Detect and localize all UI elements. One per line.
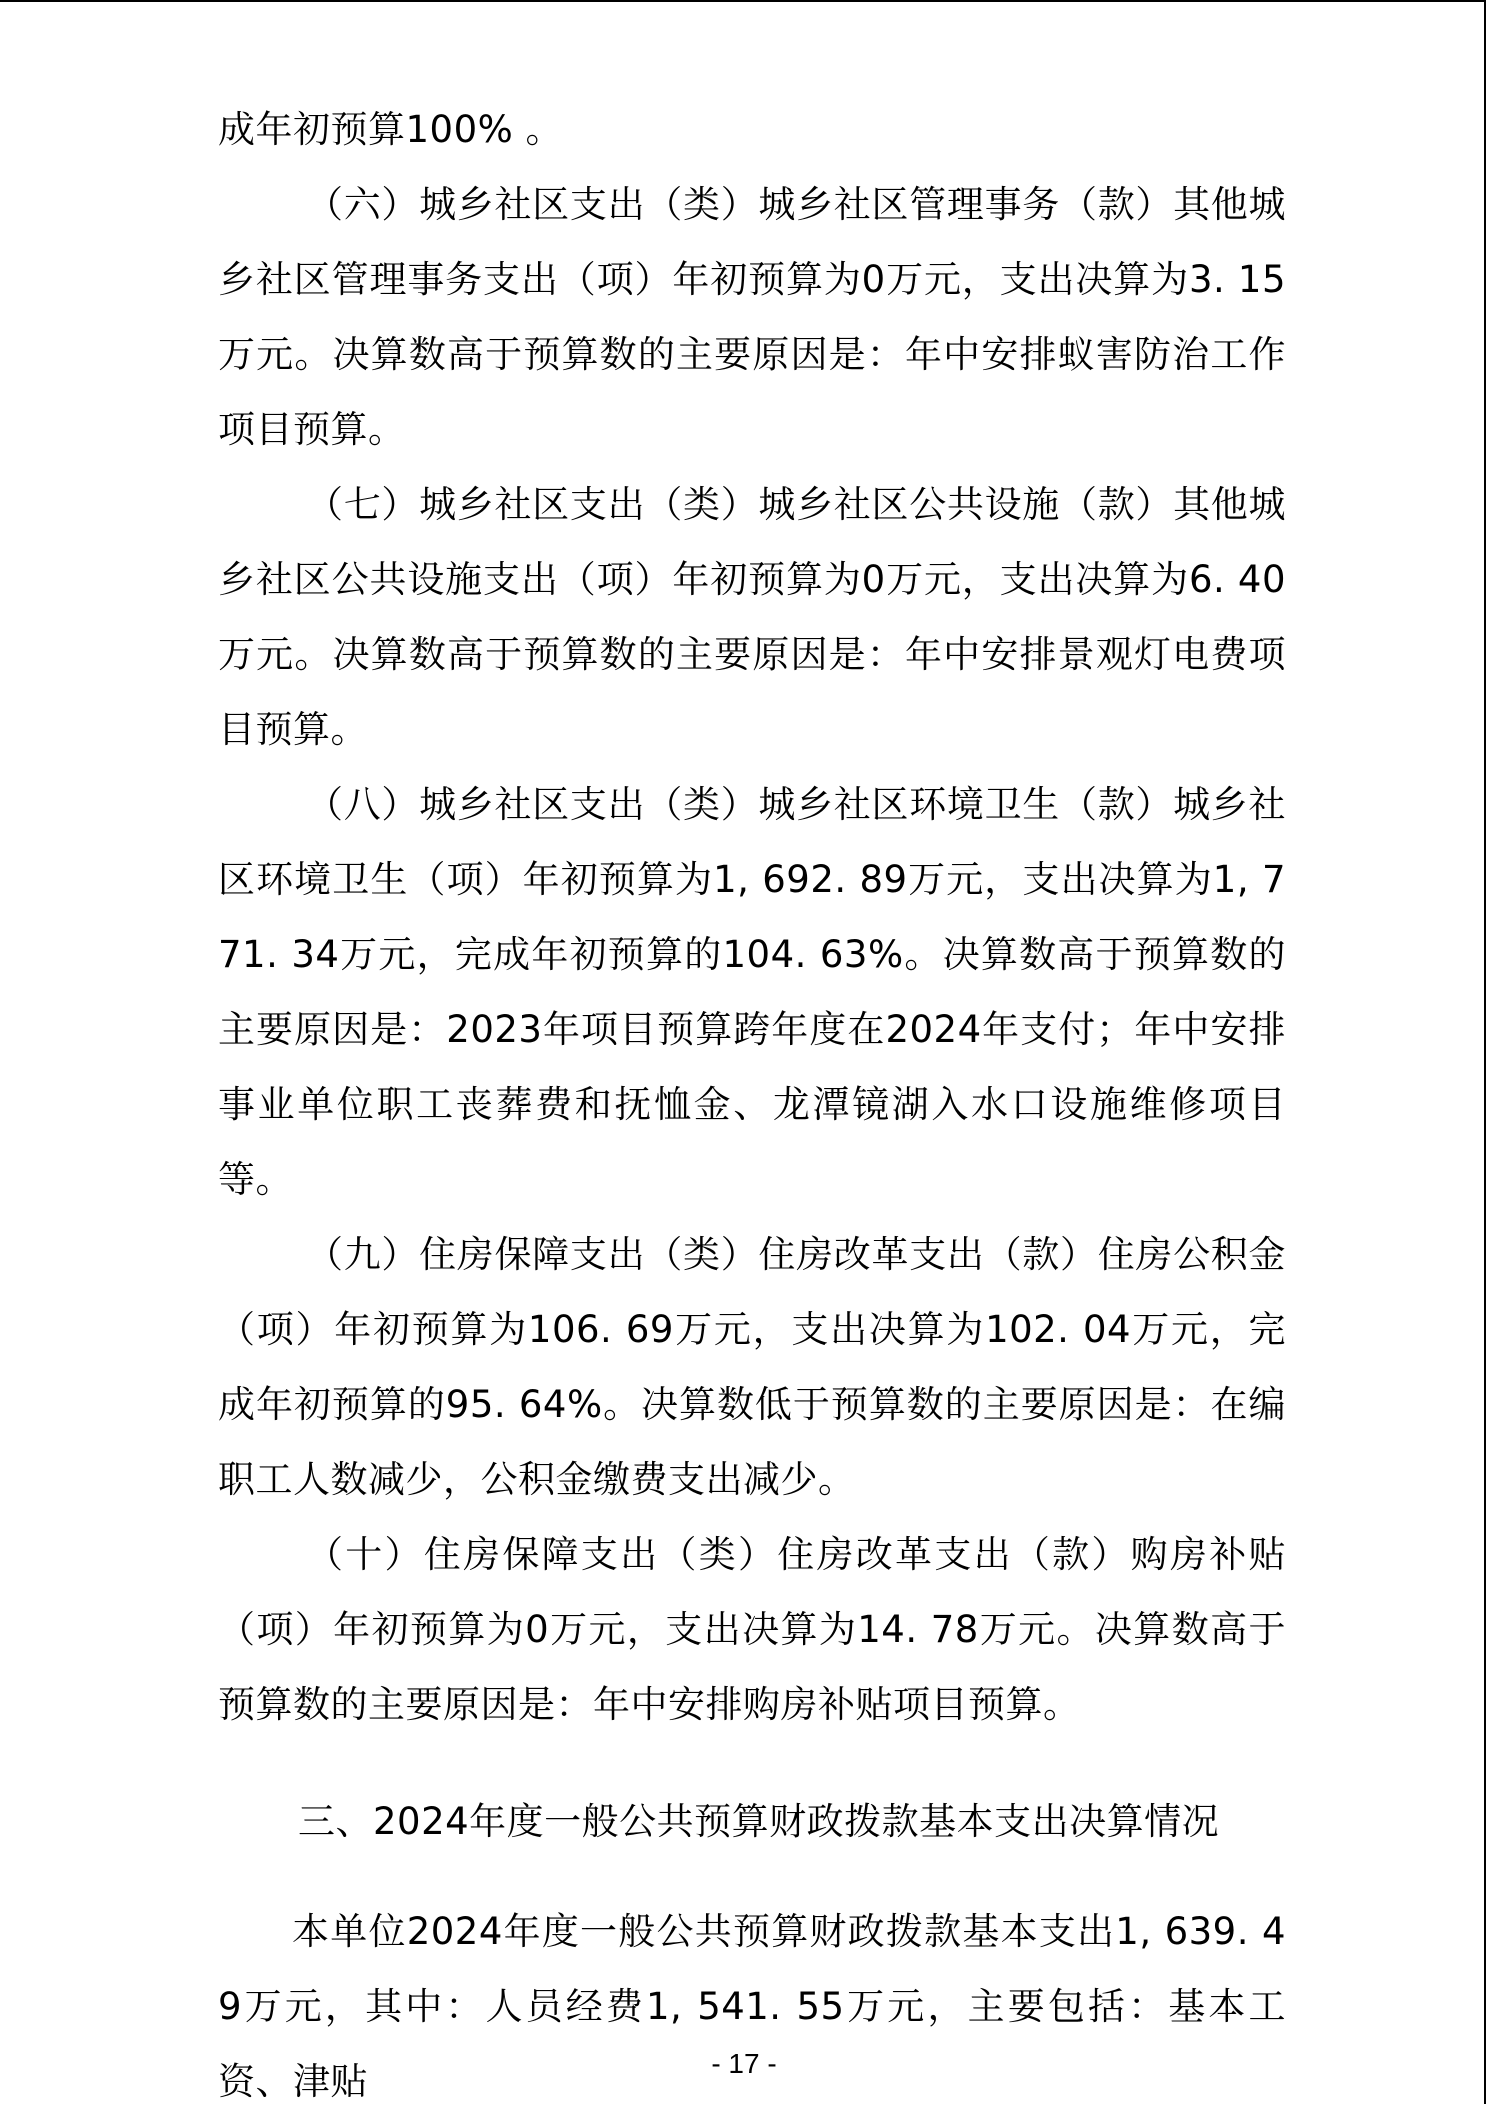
paragraph-item-6: （六）城乡社区支出（类）城乡社区管理事务（款）其他城乡社区管理事务支出（项）年初预算为0万元，支出决算为3. 15万元。决算数高于预算数的主要原因是：年中安排蚁害防治工作项目预算。 — [218, 183, 1286, 451]
paragraph-continued: 成年初预算100% 。 — [218, 108, 564, 151]
paragraph-item-10: （十）住房保障支出（类）住房改革支出（款）购房补贴（项）年初预算为0万元，支出决算为14. 78万元。决算数高于预算数的主要原因是：年中安排购房补贴项目预算。 — [218, 1533, 1286, 1726]
paragraph-item-8: （八）城乡社区支出（类）城乡社区环境卫生（款）城乡社区环境卫生（项）年初预算为1, 692. 89万元，支出决算为1, 771. 34万元，完成年初预算的104. 63%。决算数高于预算数的主要原因是：2023年项目预算跨年度在2024年支付；年中安排事业单位职工丧葬费和抚恤金、龙潭镜湖入水口设施维修项目等。 — [218, 783, 1286, 1201]
page-number: - 17 - — [711, 2048, 777, 2079]
paragraph-item-7: （七）城乡社区支出（类）城乡社区公共设施（款）其他城乡社区公共设施支出（项）年初预算为0万元，支出决算为6. 40万元。决算数高于预算数的主要原因是：年中安排景观灯电费项目预算。 — [218, 483, 1286, 751]
document-body — [218, 92, 1286, 2119]
paragraph-basic-expenditure: 本单位2024年度一般公共预算财政拨款基本支出1, 639. 49万元，其中：人员经费1, 541. 55万元，主要包括：基本工资、津贴 — [218, 1910, 1286, 2103]
section-heading: 三、2024年度一般公共预算财政拨款基本支出决算情况 — [298, 1800, 1220, 1843]
paragraph-item-9: （九）住房保障支出（类）住房改革支出（款）住房公积金（项）年初预算为106. 69万元，支出决算为102. 04万元，完成年初预算的95. 64%。决算数低于预算数的主要原因是：在编职工人数减少，公积金缴费支出减少。 — [218, 1233, 1286, 1501]
